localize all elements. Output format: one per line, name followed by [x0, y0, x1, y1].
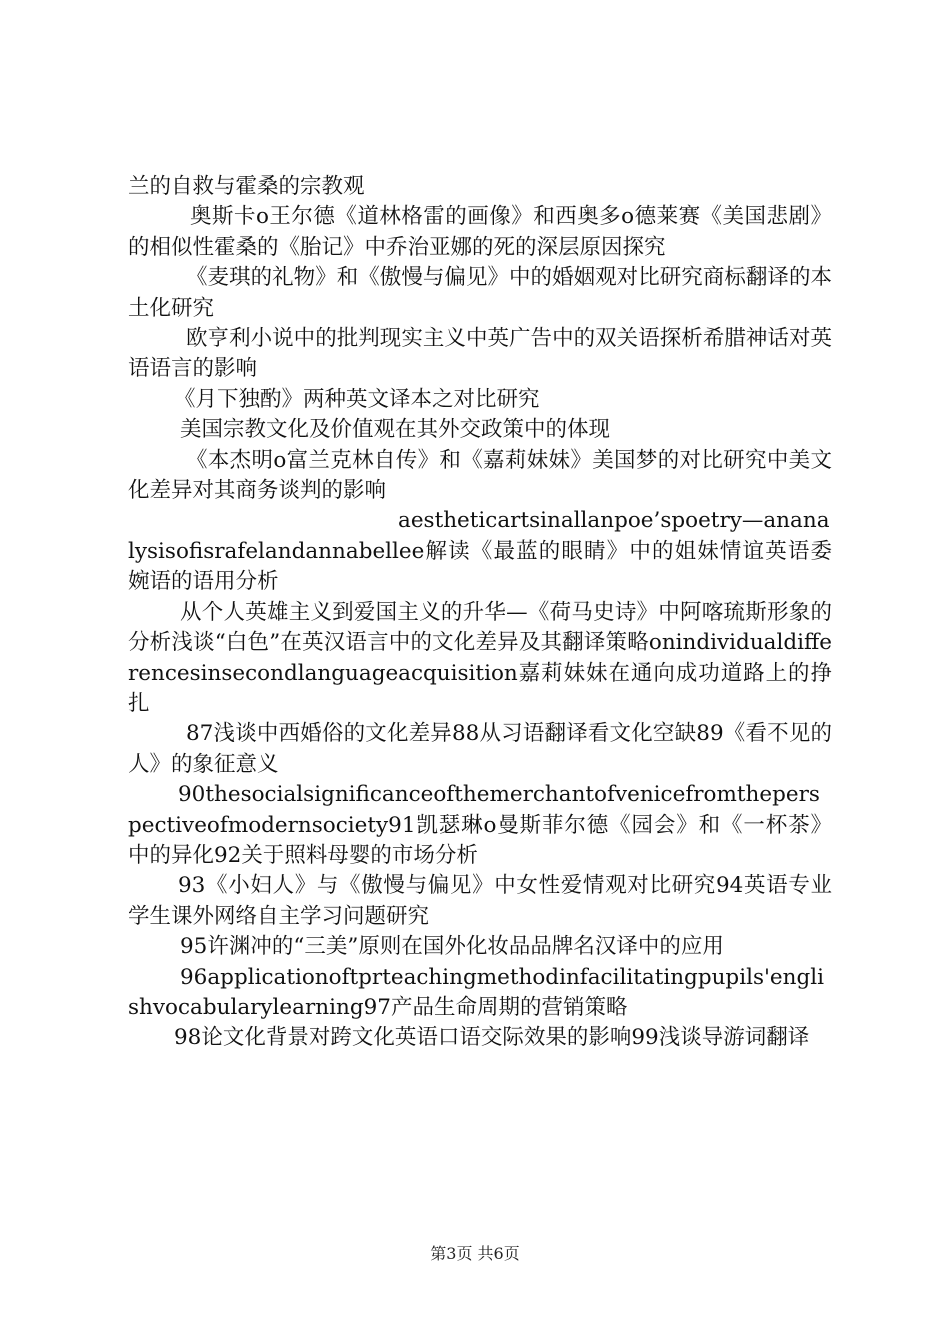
paragraph-11: 90thesocialsignificanceofthemerchantofvenicefromtheperspectiveofmodernsociety91凯瑟琳o曼斯菲尔德《园会》和《一杯茶》中的异化92关于照料母婴的市场分析: [128, 782, 832, 868]
paragraph-2: 奥斯卡o王尔德《道林格雷的画像》和西奥多o德莱赛《美国悲剧》的相似性霍桑的《胎记》中乔治亚娜的死的深层原因探究: [128, 204, 832, 260]
paragraph-14: 96applicationoftprteachingmethodinfacilitatingpupils'englishvocabularylearning97产品生命周期的营销策略: [128, 964, 824, 1020]
paragraph-6: 美国宗教文化及价值观在其外交政策中的体现: [180, 417, 611, 443]
paragraph-3: 《麦琪的礼物》和《傲慢与偏见》中的婚姻观对比研究商标翻译的本土化研究: [128, 265, 832, 321]
page-number-label: 第3页 共6页: [430, 1244, 520, 1263]
paragraph-15: 98论文化背景对跨文化英语口语交际效果的影响99浅谈导游词翻译: [174, 1025, 810, 1051]
paragraph-7: 《本杰明o富兰克林自传》和《嘉莉妹妹》美国梦的对比研究中美文化差异对其商务谈判的影响: [128, 447, 832, 504]
document-body: [128, 172, 832, 1054]
paragraph-10: 87浅谈中西婚俗的文化差异88从习语翻译看文化空缺89《看不见的人》的象征意义: [128, 721, 832, 777]
paragraph-8: aestheticartsinallanpoe’spoetry—ananalysisofisrafelandannabellee解读《最蓝的眼睛》中的姐妹情谊英语委婉语的语用分析: [128, 508, 832, 595]
paragraph-13: 95许渊冲的“三美”原则在国外化妆品品牌名汉译中的应用: [180, 934, 724, 960]
page-footer: [0, 1244, 950, 1264]
paragraph-5: 《月下独酌》两种英文译本之对比研究: [174, 386, 540, 412]
paragraph-4: 欧亨利小说中的批判现实主义中英广告中的双关语探析希腊神话对英语语言的影响: [128, 326, 832, 382]
paragraph-12: 93《小妇人》与《傲慢与偏见》中女性爱情观对比研究94英语专业学生课外网络自主学习问题研究: [128, 873, 832, 929]
paragraph-9: 从个人英雄主义到爱国主义的升华—《荷马史诗》中阿喀琉斯形象的分析浅谈“白色”在英汉语言中的文化差异及其翻译策略onindividualdifferencesinsecondlanguageacquisition嘉莉妹妹在通向成功道路上的挣扎: [128, 599, 832, 716]
paragraph-1: 兰的自救与霍桑的宗教观: [128, 174, 365, 199]
